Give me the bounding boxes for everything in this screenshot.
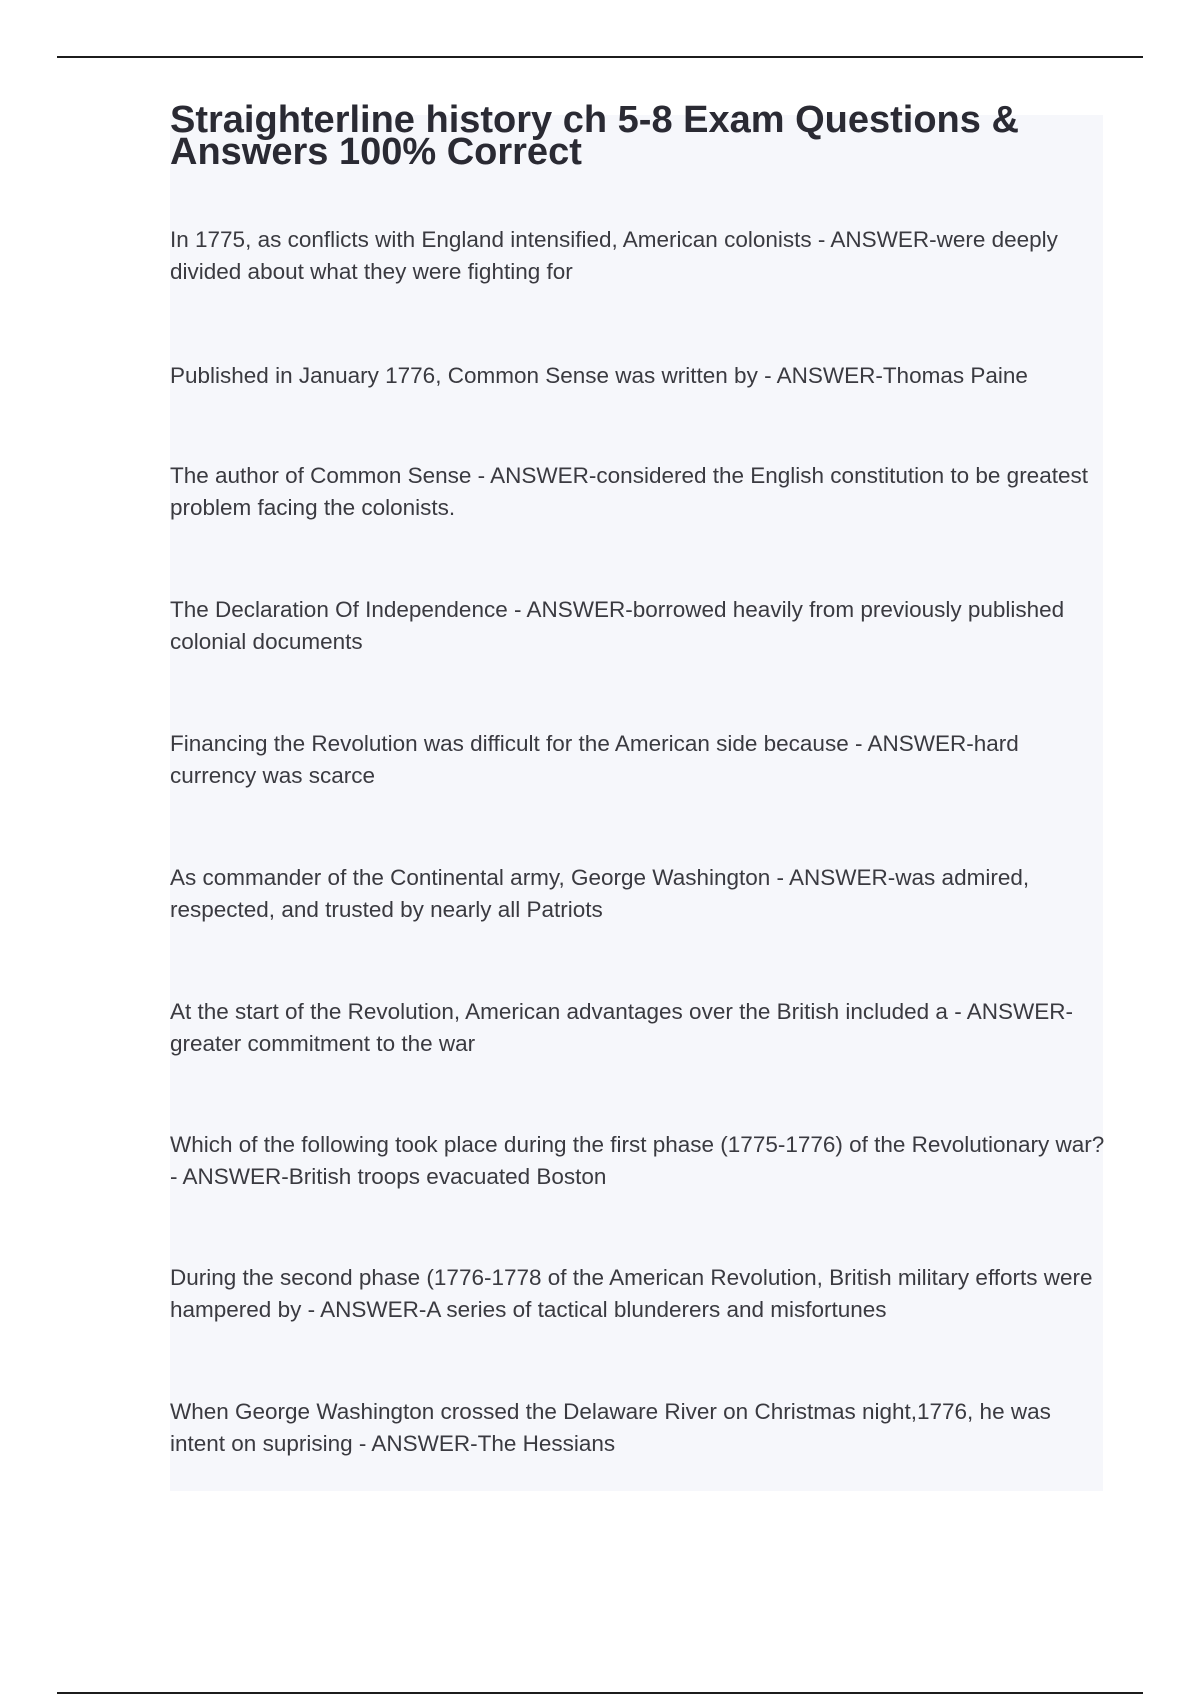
qa-item-4: The Declaration Of Independence - ANSWER-borrowed heavily from previously published colonial documents <box>170 597 1065 654</box>
qa-item-1: In 1775, as conflicts with England intensified, American colonists - ANSWER-were deeply divided about what they were fighting for <box>170 227 1058 284</box>
qa-item-10: When George Washington crossed the Delaware River on Christmas night,1776, he was intent on suprising - ANSWER-The Hessians <box>170 1399 1051 1456</box>
qa-item-5: Financing the Revolution was difficult for the American side because - ANSWER-hard currency was scarce <box>170 731 1019 788</box>
qa-item-7: At the start of the Revolution, American advantages over the British included a - ANSWER-greater commitment to the war <box>170 999 1073 1056</box>
document-title: Straighterline history ch 5-8 Exam Questions & Answers 100% Correct <box>170 99 1019 173</box>
top-rule <box>57 56 1143 58</box>
qa-item-2: Published in January 1776, Common Sense was written by - ANSWER-Thomas Paine <box>170 363 1028 388</box>
qa-item-6: As commander of the Continental army, George Washington - ANSWER-was admired, respected, and trusted by nearly all Patriots <box>170 865 1030 922</box>
qa-item-3: The author of Common Sense - ANSWER-considered the English constitution to be greatest problem facing the colonists. <box>170 463 1088 520</box>
qa-item-9: During the second phase (1776-1778 of the American Revolution, British military efforts were hampered by - ANSWER-A series of tactical blunderers and misfortunes <box>170 1265 1093 1322</box>
bottom-rule <box>57 1692 1143 1694</box>
qa-item-8: Which of the following took place during the first phase (1775-1776) of the Revolutionary war? - ANSWER-British troops evacuated Boston <box>170 1132 1105 1189</box>
